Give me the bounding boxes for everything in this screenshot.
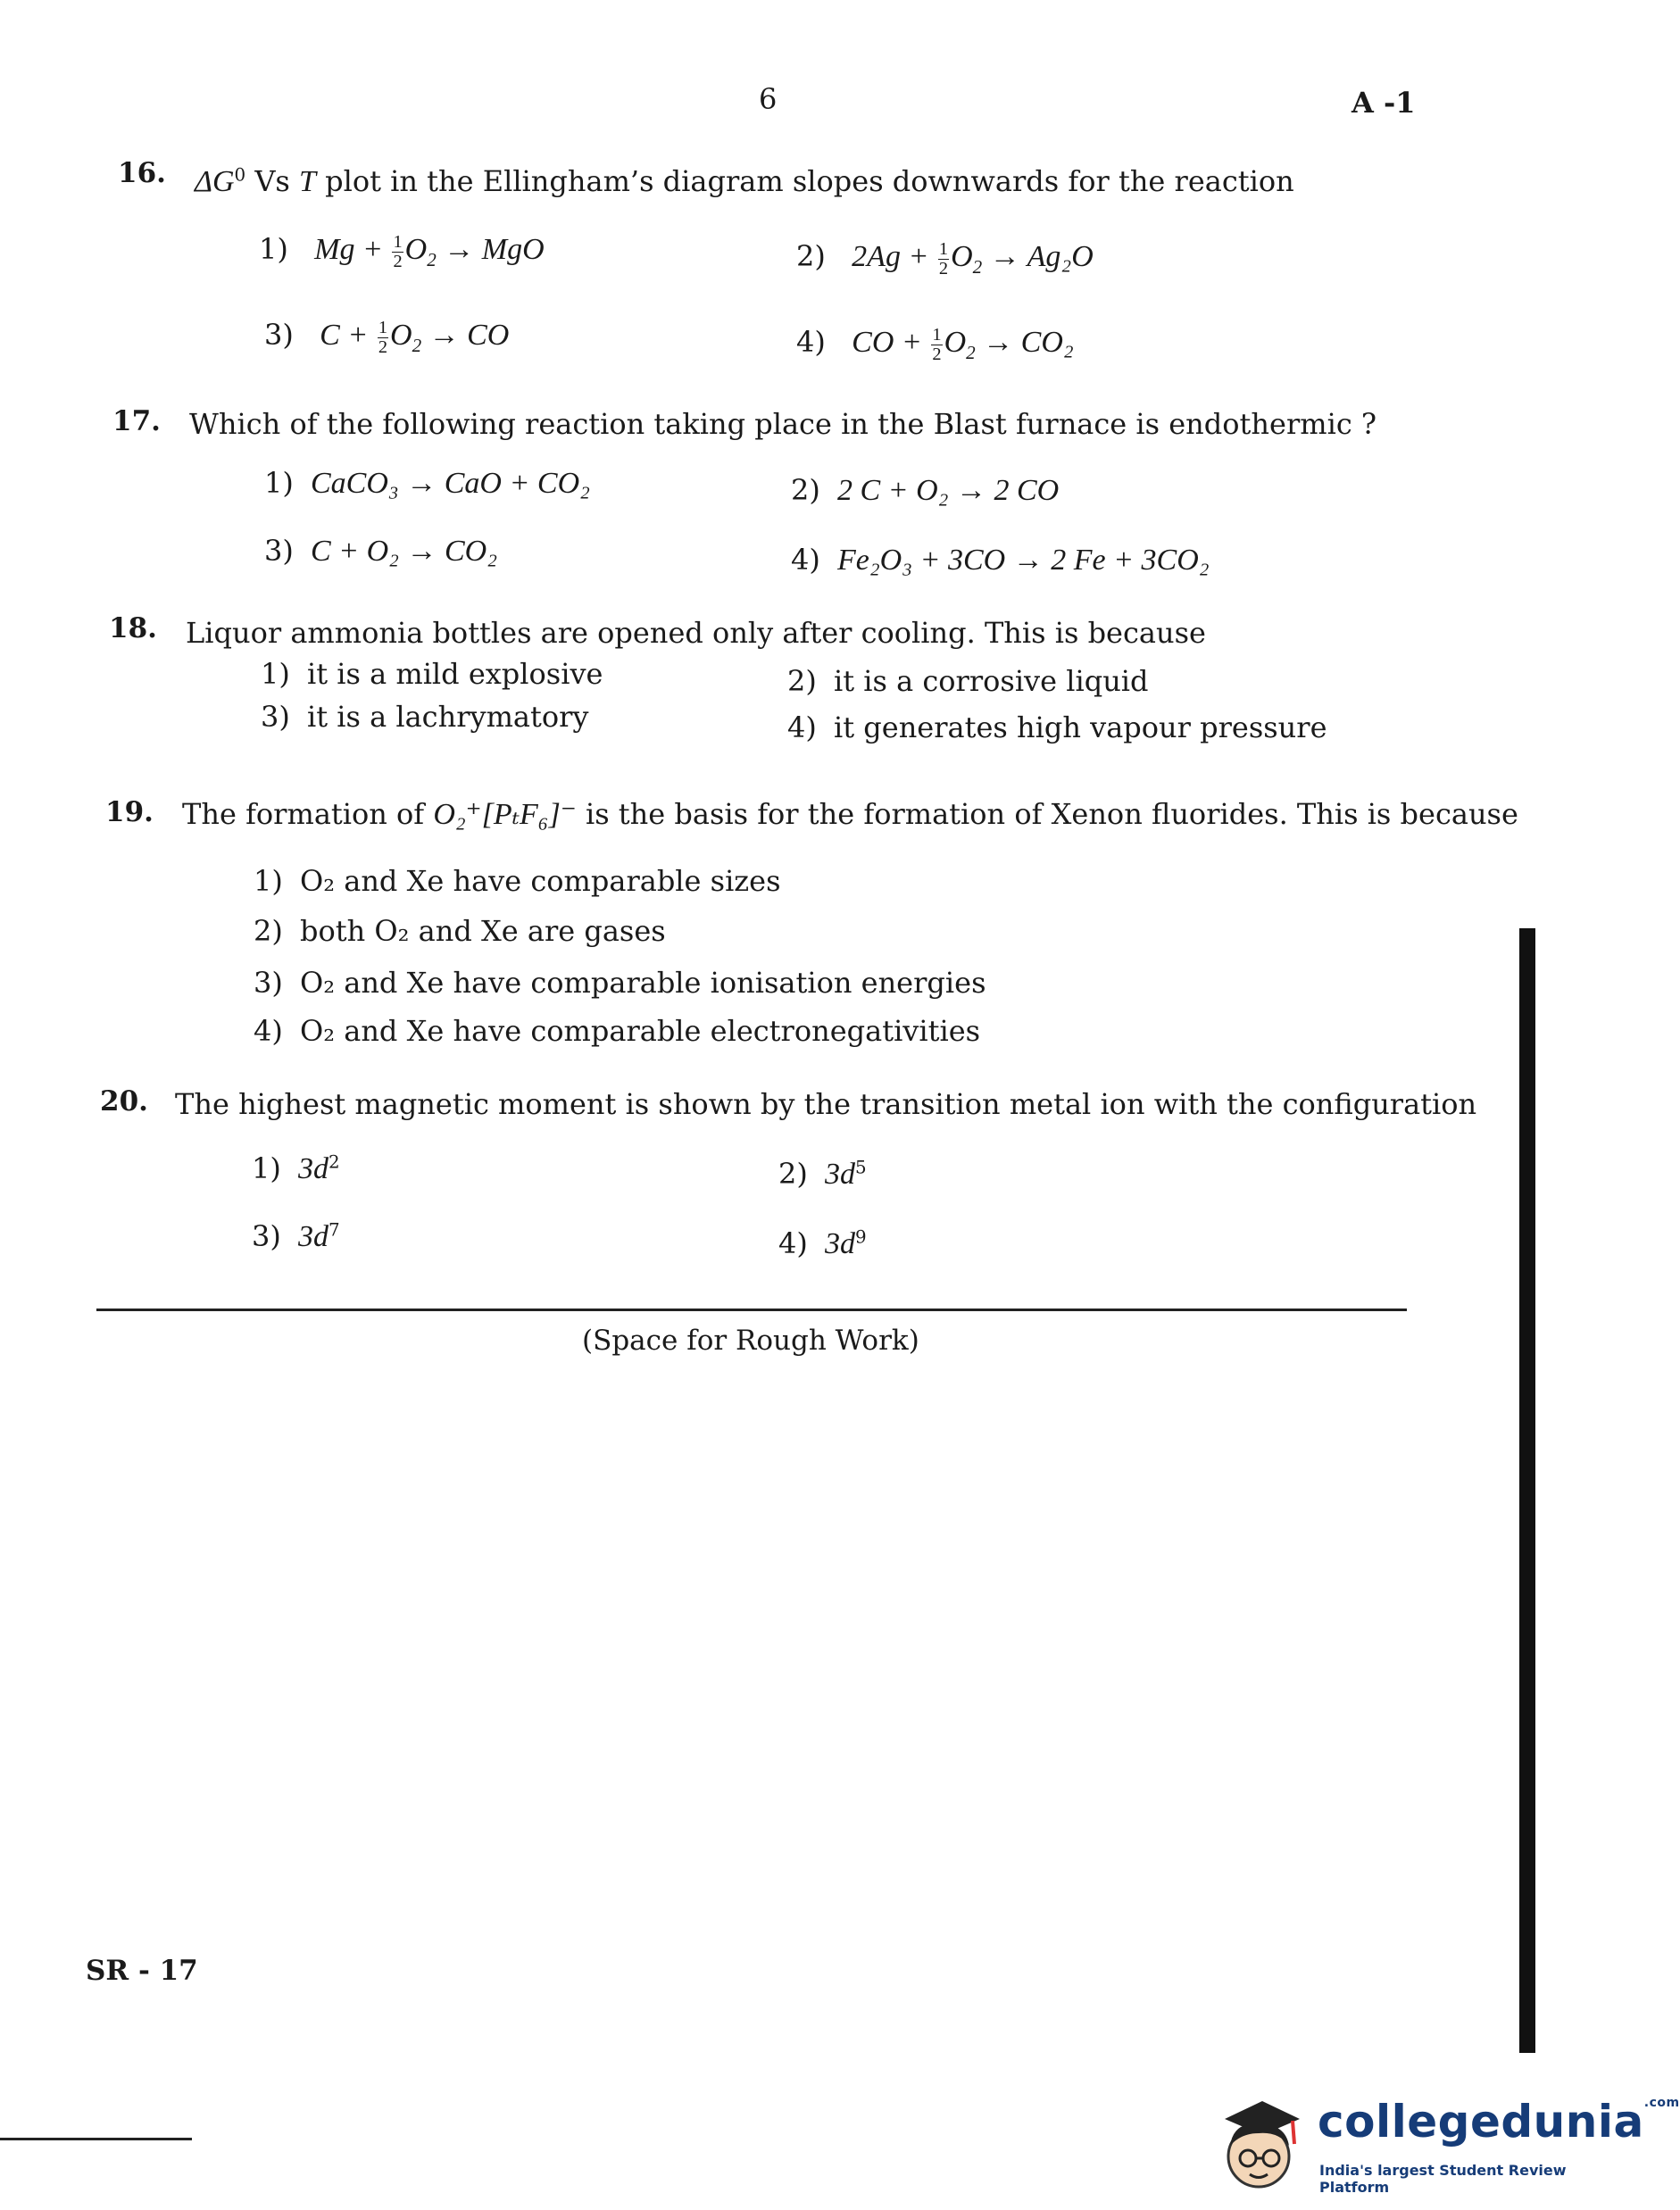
set-code: A -1: [1351, 86, 1416, 120]
scan-edge-shadow: [1519, 928, 1535, 2053]
question-18-option-4: 4) it generates high vapour pressure: [787, 710, 1327, 744]
question-18-option-3: 3) it is a lachrymatory: [261, 700, 589, 734]
footer-line: [0, 2138, 192, 2140]
question-16-number: 16.: [118, 157, 166, 189]
question-18-option-1: 1) it is a mild explosive: [261, 657, 603, 691]
question-19-stem: The formation of O₂⁺[PₜF₆]⁻ is the basis for the formation of Xenon fluorides. This is because: [182, 797, 1518, 831]
question-19-number: 19.: [105, 796, 154, 828]
rough-work-label: (Space for Rough Work): [582, 1325, 919, 1357]
question-18-number: 18.: [109, 612, 157, 644]
question-20-option-2: 2) $3d^5$: [778, 1157, 867, 1191]
question-16-option-2: 2) 2Ag + $\frac{1}{2}$ $O_2 \to Ag_2O$: [796, 239, 1094, 278]
question-17-number: 17.: [112, 405, 161, 437]
graduate-mascot-icon: [1207, 2092, 1305, 2199]
question-19-option-3: 3) O₂ and Xe have comparable ionisation energies: [254, 966, 986, 1000]
question-20-number: 20.: [100, 1085, 148, 1117]
logo-wordmark: collegedunia$^{.com}$: [1318, 2096, 1680, 2148]
question-20-option-1: 1) $3d^2$: [252, 1151, 340, 1185]
footer-code: SR - 17: [86, 1955, 198, 1987]
logo-tagline: India's largest Student Review Platform: [1319, 2162, 1567, 2196]
collegedunia-logo: [1207, 2092, 1680, 2199]
question-19-option-1: 1) O₂ and Xe have comparable sizes: [254, 864, 781, 898]
question-18-option-2: 2) it is a corrosive liquid: [787, 664, 1149, 698]
question-17-option-3: 3) C + O₂ → CO₂: [264, 534, 498, 568]
question-17-option-4: 4) Fe₂O₃ + 3CO → 2 Fe + 3CO₂: [791, 543, 1210, 577]
section-divider: [96, 1309, 1407, 1311]
question-18-stem: Liquor ammonia bottles are opened only after cooling. This is because: [186, 616, 1206, 650]
question-20-option-4: 4) $3d^9$: [778, 1226, 867, 1260]
question-16-option-1: 1) Mg + $\frac{1}{2}$ $O_2$ → MgO: [259, 232, 545, 271]
question-17-option-1: 1) CaCO₃ → CaO + CO₂: [264, 466, 590, 500]
question-17-option-2: 2) 2 C + O₂ → 2 CO: [791, 473, 1060, 507]
question-19-option-2: 2) both O₂ and Xe are gases: [254, 914, 666, 948]
question-16-option-3: 3) C + $\frac{1}{2}$ $O_2$ → CO: [264, 318, 510, 357]
page-number: 6: [759, 82, 778, 116]
question-16-option-4: 4) CO + $\frac{1}{2}$ $O_2 \to CO_2$: [796, 325, 1074, 364]
question-20-option-3: 3) $3d^7$: [252, 1219, 340, 1253]
question-19-option-4: 4) O₂ and Xe have comparable electronegativities: [254, 1014, 981, 1048]
question-17-stem: Which of the following reaction taking place in the Blast furnace is endothermic ?: [189, 407, 1377, 441]
question-16-stem: $\Delta G^0$ Vs T plot in the Ellingham’s diagram slopes downwards for the reaction: [195, 164, 1294, 198]
question-20-stem: The highest magnetic moment is shown by the transition metal ion with the configuration: [175, 1087, 1477, 1121]
